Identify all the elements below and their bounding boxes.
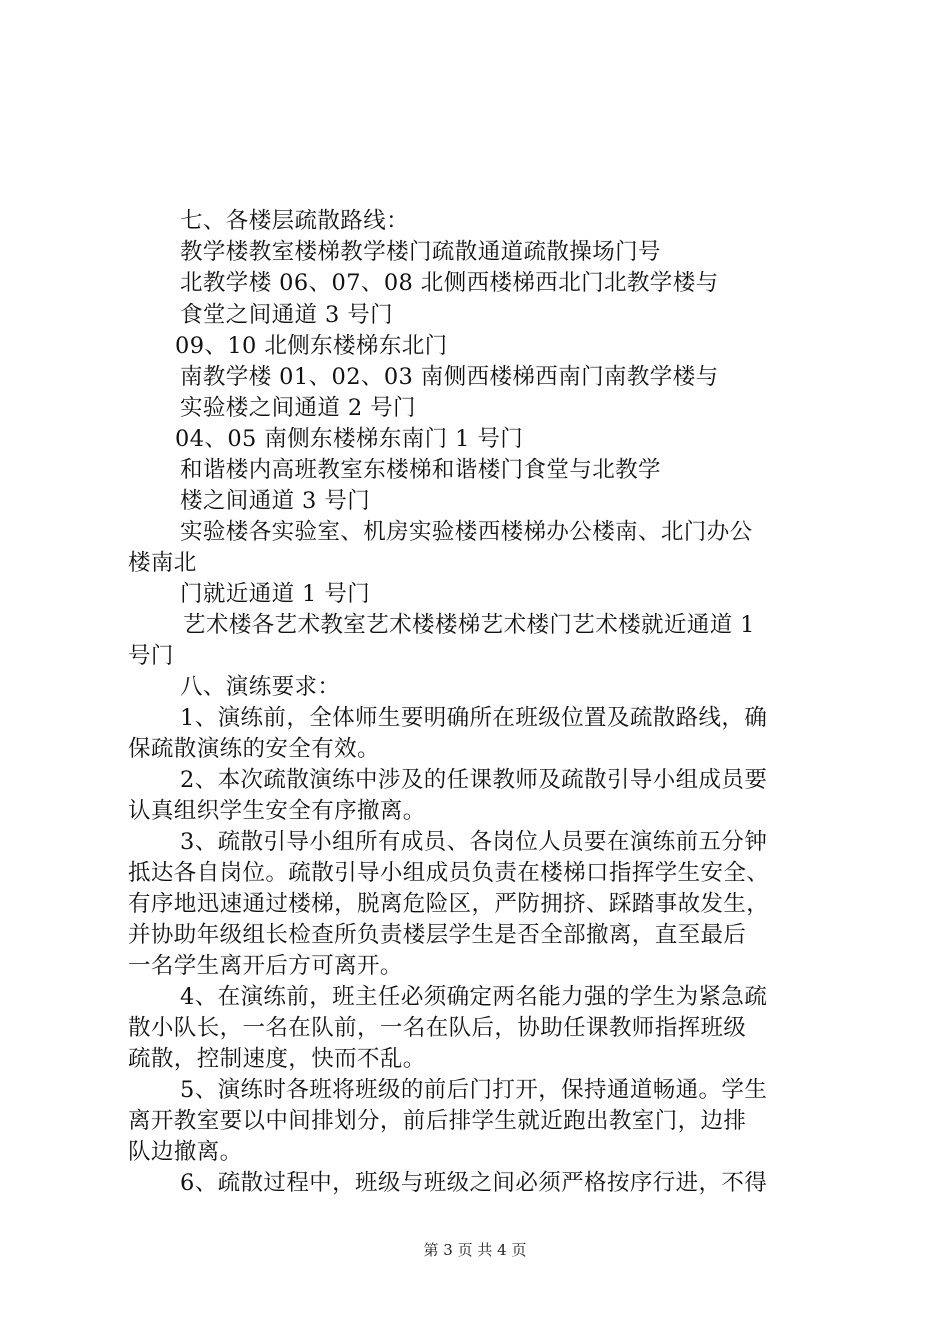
section-heading: 八、演练要求： [180,674,341,700]
text-line: 3、疏散引导小组所有成员、各岗位人员要在演练前五分钟 [180,829,768,855]
text-line: 艺术楼各艺术教室艺术楼楼梯艺术楼门艺术楼就近通道 1 [183,612,755,638]
text-line: 疏散，控制速度，快而不乱。 [128,1046,426,1072]
text-line: 5、演练时各班将班级的前后门打开，保持通道畅通。学生 [180,1077,768,1103]
text-line: 实验楼各实验室、机房实验楼西楼梯办公楼南、北门办公 [180,519,753,545]
text-line: 门就近通道 1 号门 [180,581,371,607]
text-line: 一名学生离开后方可离开。 [128,953,403,979]
text-line: 04、05 南侧东楼梯东南门 1 号门 [175,426,524,452]
text-line: 09、10 北侧东楼梯东北门 [175,333,448,359]
text-line: 4、在演练前，班主任必须确定两名能力强的学生为紧急疏 [180,984,768,1010]
text-line: 散小队长，一名在队前，一名在队后，协助任课教师指挥班级 [128,1015,747,1041]
page-number-footer: 第 3 页 共 4 页 [423,1241,527,1259]
text-line: 北教学楼 06、07、08 北侧西楼梯西北门北教学楼与 [180,270,719,296]
text-line: 楼之间通道 3 号门 [180,488,371,514]
text-line: 和谐楼内高班教室东楼梯和谐楼门食堂与北教学 [180,457,661,483]
text-line: 楼南北 [128,550,197,576]
text-line: 教学楼教室楼梯教学楼门疏散通道疏散操场门号 [180,239,661,265]
text-line: 并协助年级组长检查所负责楼层学生是否全部撤离，直至最后 [128,922,747,948]
text-line: 离开教室要以中间排划分，前后排学生就近跑出教室门，边排 [128,1108,747,1134]
text-line: 抵达各自岗位。疏散引导小组成员负责在楼梯口指挥学生安全、 [128,860,770,886]
text-line: 认真组织学生安全有序撤离。 [128,798,426,824]
text-line: 保疏散演练的安全有效。 [128,736,380,762]
text-line: 1、演练前，全体师生要明确所在班级位置及疏散路线，确 [180,705,768,731]
text-line: 实验楼之间通道 2 号门 [180,395,416,421]
text-line: 食堂之间通道 3 号门 [180,302,394,328]
text-line: 队边撤离。 [128,1139,243,1165]
text-line: 七、各楼层疏散路线： [180,208,410,234]
text-line: 有序地迅速通过楼梯，脱离危险区，严防拥挤、踩踏事故发生， [128,891,770,917]
text-line: 号门 [128,643,174,669]
text-line: 2、本次疏散演练中涉及的任课教师及疏散引导小组成员要 [180,767,768,793]
text-line: 南教学楼 01、02、03 南侧西楼梯西南门南教学楼与 [180,364,719,390]
text-line: 6、疏散过程中，班级与班级之间必须严格按序行进，不得 [180,1170,768,1196]
